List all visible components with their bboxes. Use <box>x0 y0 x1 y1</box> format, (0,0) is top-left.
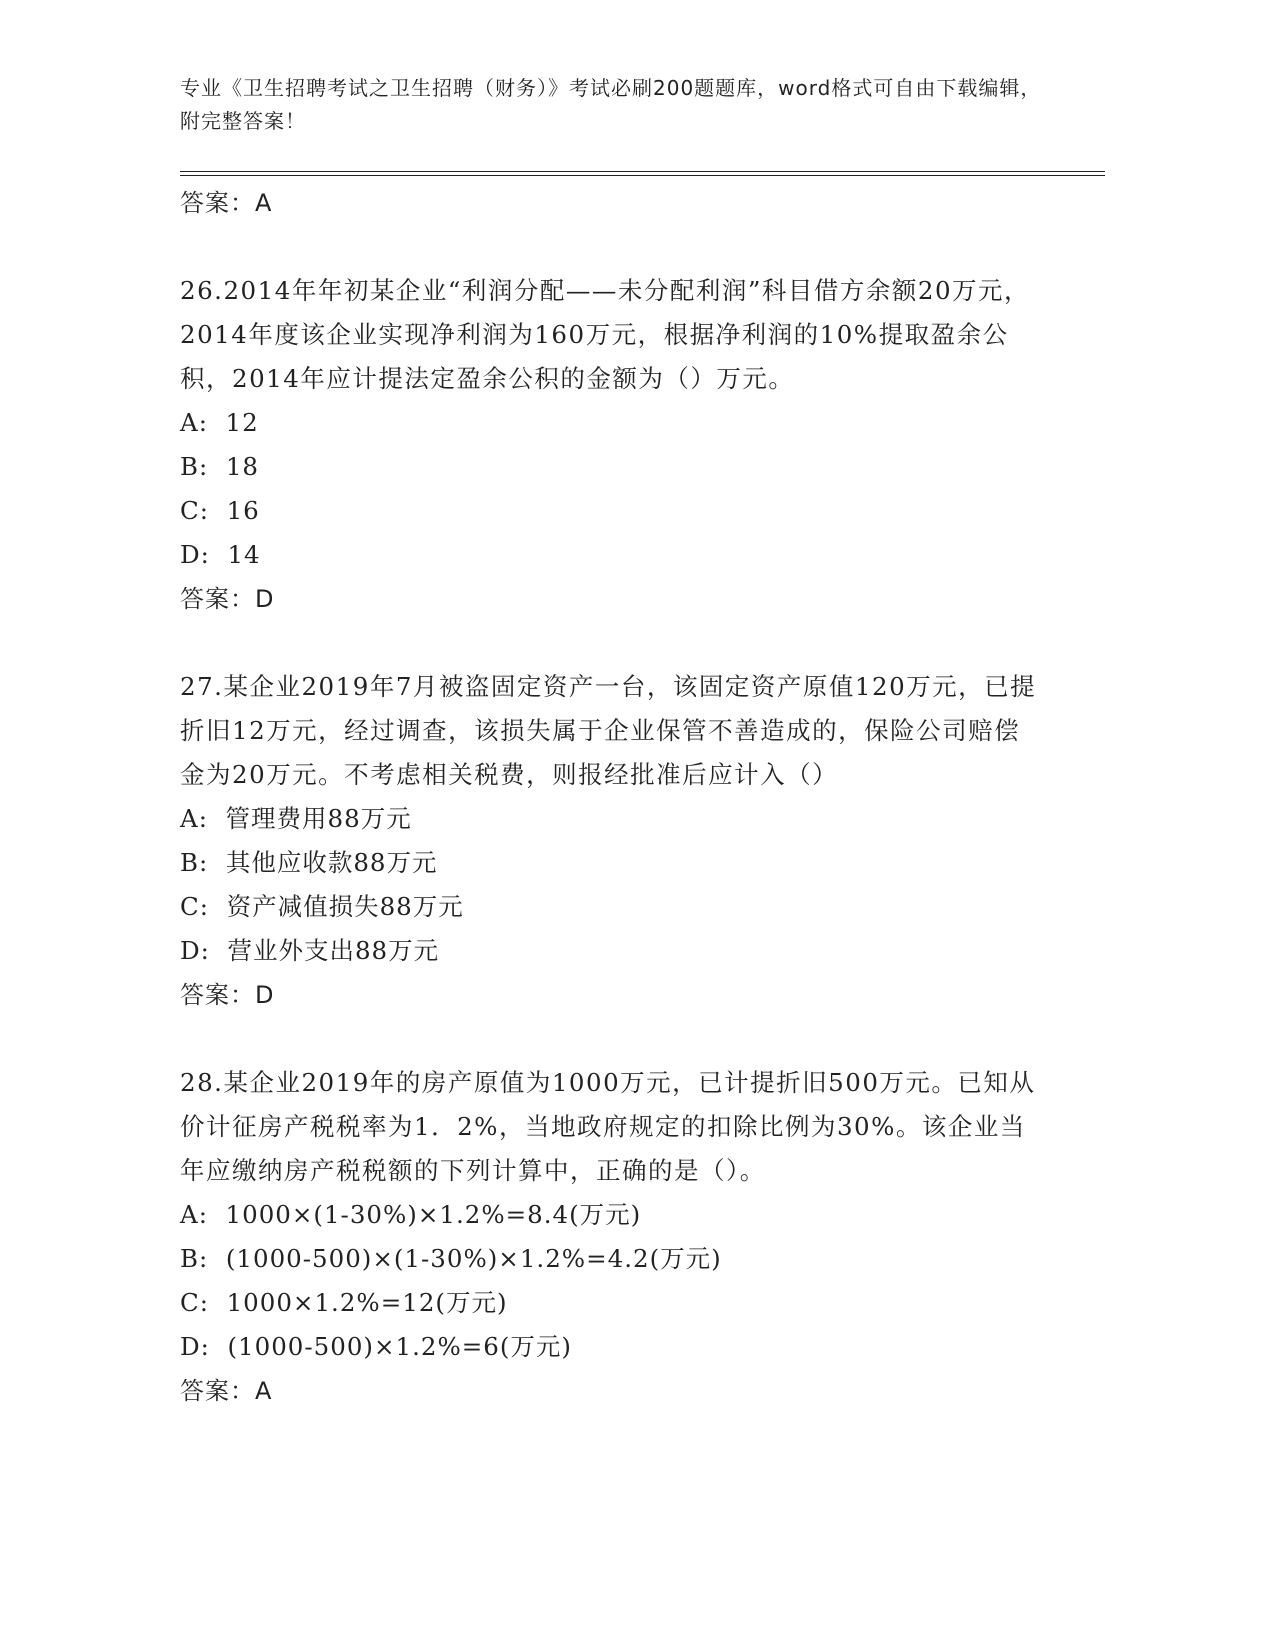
header-text: 专业《卫生招聘考试之卫生招聘（财务）》考试必刷200题题库，word格式可自由下载编辑，附完整答案！ <box>180 76 1042 133</box>
option-b: B: 其他应收款88万元 <box>180 848 438 877</box>
option-b: B: 18 <box>180 452 260 481</box>
option-d: D: 14 <box>180 540 261 569</box>
header-divider-bottom <box>180 175 1105 176</box>
question-text: 27.某企业2019年7月被盗固定资产一台，该固定资产原值120万元，已提折旧12万元，经过调查，该损失属于企业保管不善造成的，保险公司赔偿金为20万元。不考虑相关税费，则报经批准后应计入（） <box>180 672 1037 789</box>
option-a: A: 12 <box>180 408 259 437</box>
option-d: D: (1000-500)×1.2%=6(万元) <box>180 1332 572 1361</box>
document-header <box>180 72 1060 138</box>
question-list <box>180 181 1040 1413</box>
answer-line: 答案：D <box>180 585 275 613</box>
option-d: D: 营业外支出88万元 <box>180 936 440 965</box>
question-text: 28.某企业2019年的房产原值为1000万元，已计提折旧500万元。已知从价计征房产税税率为1．2%，当地政府规定的扣除比例为30%。该企业当年应缴纳房产税税额的下列计算中，正确的是（）。 <box>180 1068 1036 1185</box>
question-28 <box>180 1061 1040 1413</box>
answer-line: 答案：A <box>180 1377 273 1405</box>
option-a: A: 1000×(1-30%)×1.2%=8.4(万元) <box>180 1200 642 1229</box>
header-divider-top <box>180 171 1105 172</box>
option-c: C: 1000×1.2%=12(万元) <box>180 1288 508 1317</box>
option-c: C: 16 <box>180 496 260 525</box>
question-text: 26.2014年年初某企业“利润分配——未分配利润”科目借方余额20万元，2014年度该企业实现净利润为160万元，根据净利润的10%提取盈余公积，2014年应计提法定盈余公积的金额为（）万元。 <box>180 276 1031 393</box>
question-26 <box>180 269 1040 621</box>
option-a: A: 管理费用88万元 <box>180 804 412 833</box>
option-c: C: 资产减值损失88万元 <box>180 892 464 921</box>
question-27 <box>180 665 1040 1017</box>
option-b: B: (1000-500)×(1-30%)×1.2%=4.2(万元) <box>180 1244 722 1273</box>
previous-answer: 答案：A <box>180 189 273 217</box>
answer-line: 答案：D <box>180 981 275 1009</box>
